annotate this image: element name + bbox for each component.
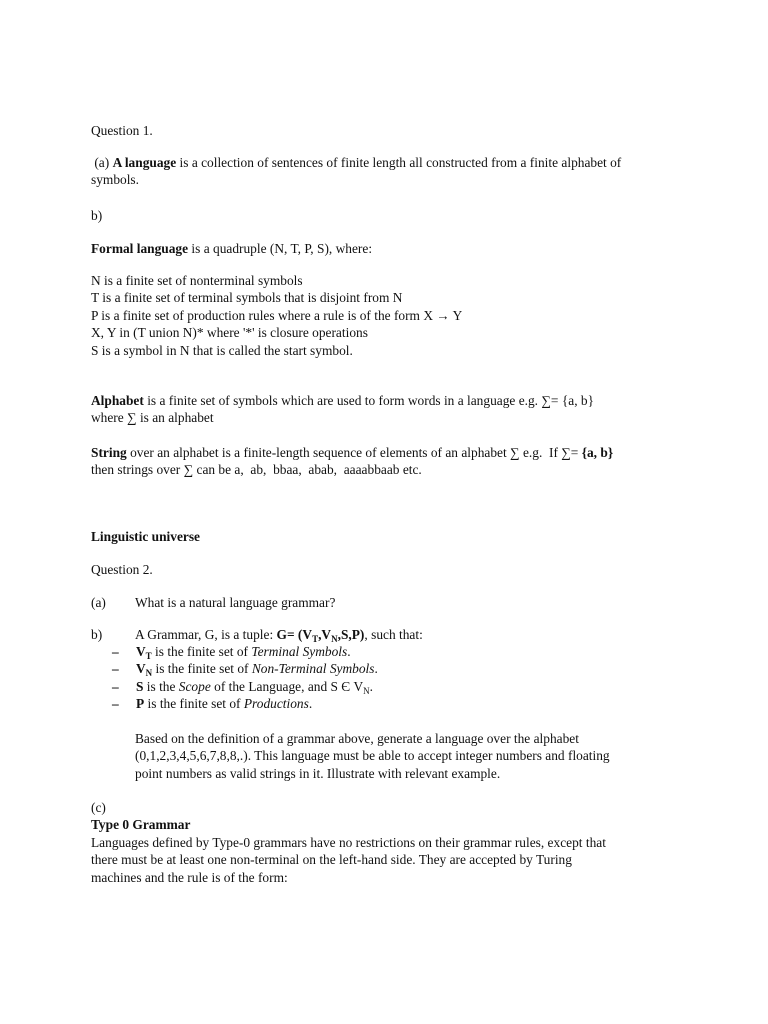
question-1-title: Question 1. [91,123,153,138]
string-term: String [91,445,127,460]
question-2b: b) A Grammar, G, is a tuple: $G= (V_T,V_N,S,P)$, such that: [91,627,423,644]
component-line: N is a finite set of nonterminal symbols [91,273,303,288]
language-term: A language [112,155,177,170]
formal-language-term: Formal language [91,241,189,256]
bullet-productions: – P is the finite set of Productions. [112,696,313,711]
alphabet-term: Alphabet [91,393,144,408]
part-b-label: b) [91,208,103,223]
question-2-title: Question 2. [91,562,153,577]
bullet-non-terminal-symbols: – $V_N$ is the finite set of Non-Terminal Symbols. [112,661,378,678]
component-line: P is a finite set of production rules where a rule is of the form X → Y [91,307,463,323]
language-definition: (a) A language is a collection of sentences of finite length all constructed from a finite alphabet of symbols. [91,155,622,188]
component-line: T is a finite set of terminal symbols that is disjoint from N [91,290,403,306]
part-c-label: (c) [91,800,106,815]
bullet-scope: – S is the Scope of the Language, and S Є $V_N$. [112,679,374,696]
dash-bullet-icon: – [112,661,119,676]
string-definition: String over an alphabet is a finite-length sequence of elements of an alphabet ∑ e.g. If ∑= {a, b} then strings over ∑ can be a, ab, bbaa, abab, aaaabbaab etc. [91,445,614,478]
linguistic-universe-heading: Linguistic universe [91,529,200,544]
alphabet-definition: Alphabet is a finite set of symbols which are used to form words in a language e.g. ∑= {a, b} where ∑ is an alphabet [91,393,595,426]
type0-grammar-heading: Type 0 Grammar [91,817,191,832]
component-line: X, Y in (T union N)* where '*' is closure operations [91,325,368,341]
bullet-terminal-symbols: – $V_T$ is the finite set of Terminal Symbols. [112,644,351,661]
dash-bullet-icon: – [112,696,119,711]
part-a-label: (a) [91,155,113,170]
formal-language-definition: Formal language is a quadruple (N, T, P, S), where: [91,241,373,256]
question-2a: (a) What is a natural language grammar? [91,595,336,610]
component-line: S is a symbol in N that is called the start symbol. [91,342,353,358]
formal-language-components [91,272,691,359]
type0-grammar-text: Languages defined by Type-0 grammars have no restrictions on their grammar rules, except that there must be at least one non-terminal on the left-hand side. They are accepted by Turing machines and the rule is of the form: [91,835,606,885]
dash-bullet-icon: – [112,644,119,659]
grammar-task: Based on the definition of a grammar above, generate a language over the alphabet (0,1,2,3,4,5,6,7,8,8,.). This language must be able to accept integer numbers and floating point numbers as valid strings in it. Illustrate with relevant example. [135,731,610,781]
dash-bullet-icon: – [112,679,119,694]
